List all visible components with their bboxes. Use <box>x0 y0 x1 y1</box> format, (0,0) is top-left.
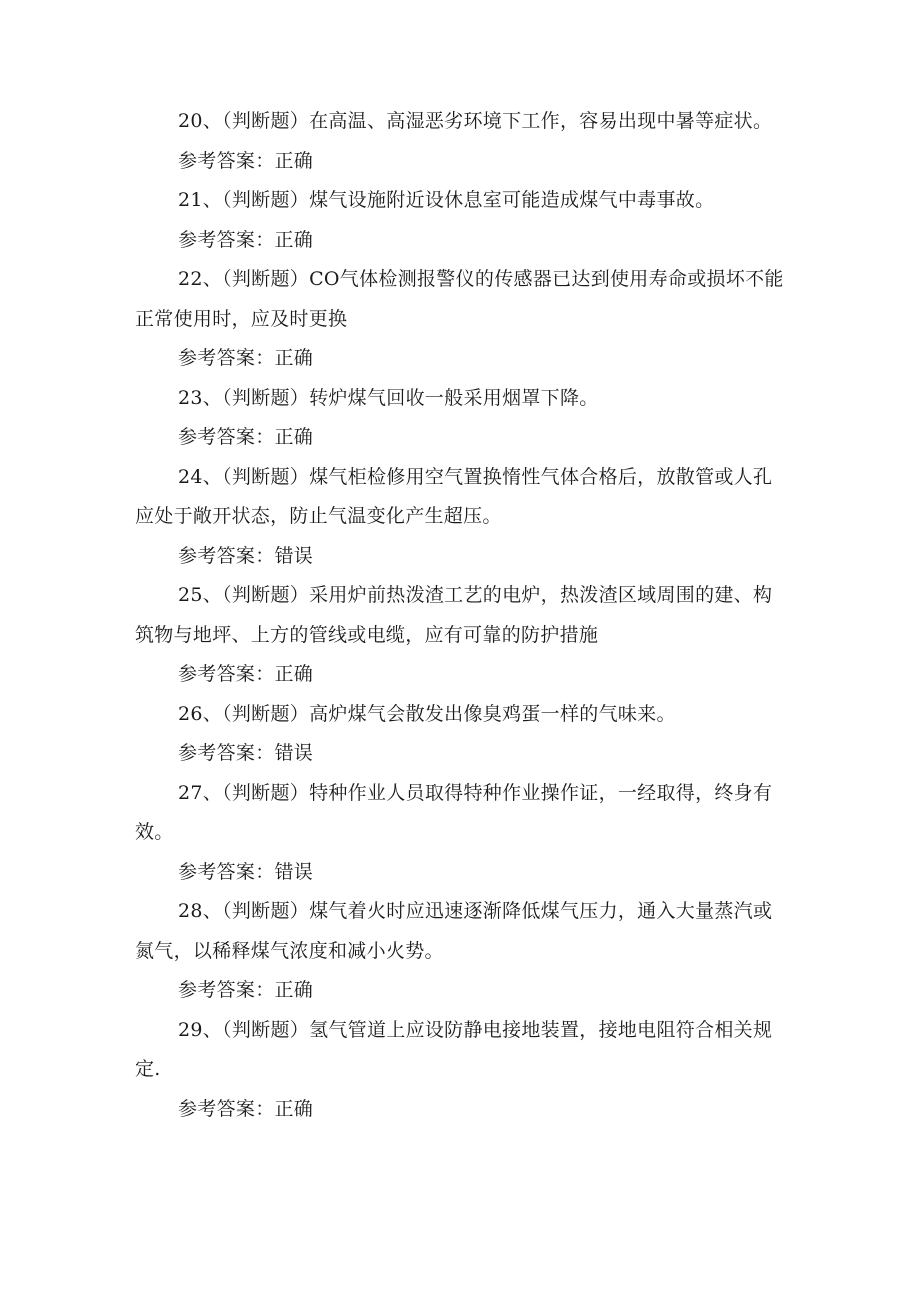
question-text: 23、（判断题）转炉煤气回收一般采用烟罩下降。 <box>178 386 599 409</box>
question-text: 24、（判断题）煤气柜检修用空气置换惰性气体合格后，放散管或人孔应处于敞开状态，防止气温变化产生超压。 <box>135 465 773 527</box>
question-text: 29、（判断题）氢气管道上应设防静电接地装置，接地电阻符合相关规定. <box>135 1018 773 1080</box>
question-text: 28、（判断题）煤气着火时应迅速逐渐降低煤气压力，通入大量蒸汽或氮气，以稀释煤气浓度和减小火势。 <box>135 900 773 962</box>
question-block-26 <box>135 695 790 774</box>
question-block-24 <box>135 458 790 577</box>
answer-text: 参考答案：正确 <box>178 426 314 448</box>
answer-text: 参考答案：正确 <box>178 228 314 251</box>
question-block-23 <box>135 379 790 458</box>
question-text: 22、（判断题）CO气体检测报警仪的传感器已达到使用寿命或损坏不能正常使用时，应及时更换 <box>135 268 784 330</box>
question-text: 27、（判断题）特种作业人员取得特种作业操作证，一经取得，终身有效。 <box>135 781 773 843</box>
answer-text: 参考答案：正确 <box>178 1097 314 1120</box>
answer-text: 参考答案：正确 <box>178 347 314 369</box>
question-text: 25、（判断题）采用炉前热泼渣工艺的电炉，热泼渣区域周围的建、构筑物与地坪、上方的管线或电缆，应有可靠的防护措施 <box>135 584 773 646</box>
question-block-28 <box>135 892 790 1011</box>
question-block-25 <box>135 576 790 695</box>
question-block-21 <box>135 181 790 260</box>
answer-text: 参考答案：正确 <box>178 663 314 685</box>
answer-text: 参考答案：正确 <box>178 149 314 172</box>
question-block-27 <box>135 774 790 893</box>
answer-text: 参考答案：正确 <box>178 979 314 1001</box>
question-block-22 <box>135 260 790 379</box>
question-text: 20、（判断题）在高温、高湿恶劣环境下工作，容易出现中暑等症状。 <box>178 110 773 132</box>
question-text: 21、（判断题）煤气设施附近设休息室可能造成煤气中毒事故。 <box>178 189 715 211</box>
question-block-20 <box>135 102 790 181</box>
question-block-29 <box>135 1011 790 1130</box>
answer-text: 参考答案：错误 <box>178 742 314 764</box>
answer-text: 参考答案：错误 <box>178 860 314 883</box>
question-text: 26、（判断题）高炉煤气会散发出像臭鸡蛋一样的气味来。 <box>178 702 676 725</box>
answer-text: 参考答案：错误 <box>178 544 314 567</box>
